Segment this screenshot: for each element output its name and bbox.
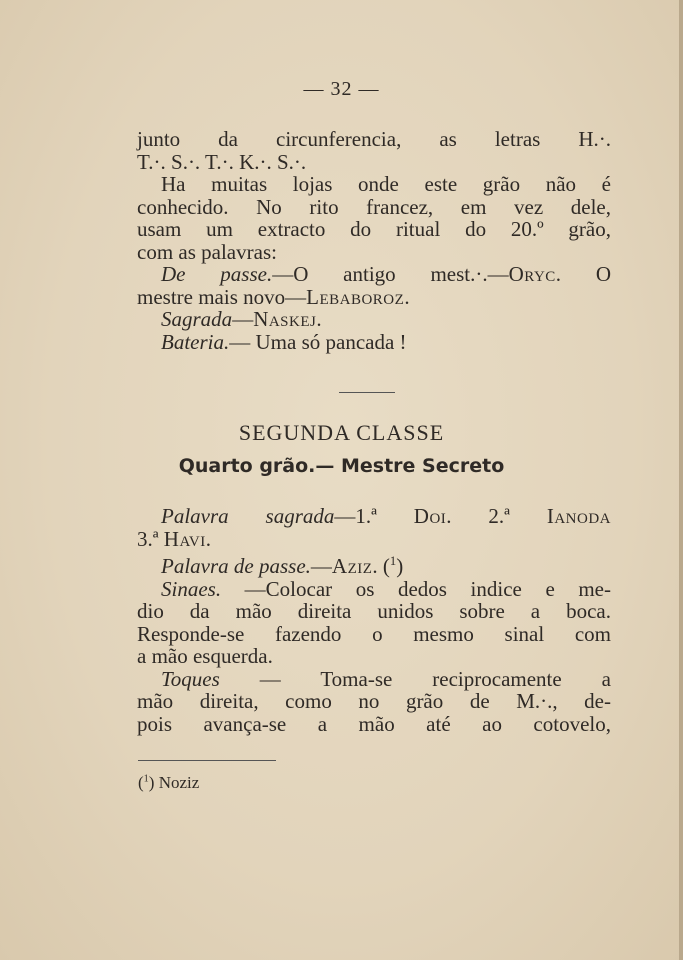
page-spine-edge [679,0,683,960]
palavra-sagrada-text2: . 2.ª [446,504,547,528]
palavra-passe-word: Aziz [331,554,373,578]
sagrada-line [137,308,611,331]
de-passe-label: De passe. [161,262,273,286]
text-line: Responde-se fazendo o mesmo sinal com [137,621,611,646]
sagrada-label: Sagrada [161,307,233,331]
footnote-text: Noziz [154,773,200,792]
de-passe-tail: . O [555,262,612,286]
palavra-sagrada-line [137,505,611,528]
section-divider [339,392,395,393]
top-text-block [137,128,611,353]
toques-line [137,668,611,691]
mestre-tail: . [404,284,410,309]
sinaes-text: —Colocar os dedos indice e me- [221,576,611,601]
havi-tail: . [205,526,211,551]
palavra-passe-label: Palavra de passe. [161,554,311,578]
degree-text-block [137,505,611,735]
palavra-passe-tail: . ( [372,554,390,578]
sinaes-label: Sinaes. [161,576,222,601]
sagrada-dash: — [232,307,254,331]
palavra-sagrada-word2: Ianoda [546,504,611,528]
text-line: junto da circunferencia, as letras H.·. [137,127,611,151]
mestre-line [137,286,611,309]
sagrada-tail: . [316,307,322,331]
havi-word: Havi [163,526,206,551]
palavra-sagrada-word1: Doi [413,504,447,528]
footnote-number: 1 [143,773,149,785]
footnote-ref: 1 [389,554,397,568]
toques-label: Toques [161,666,220,691]
text-line: com as palavras: [137,239,277,264]
text-line: dio da mão direita unidos sobre a boca. [137,599,611,623]
palavra-passe-line [137,550,611,578]
bateria-text: — Uma só pancada ! [229,329,407,354]
havi-text: 3.ª [137,526,164,551]
palavra-sagrada-text1: —1.ª [334,504,414,528]
de-passe-line [137,263,611,286]
text-line: conhecido. No rito francez, em vez dele, [137,194,611,219]
text-line: mão direita, como no grão de M.·., de- [137,689,611,713]
bateria-line [137,331,611,354]
page-number: — 32 — [303,78,380,100]
footnote: ($^1$) Noziz [138,773,200,792]
text-line: T.·. S.·. T.·. K.·. S.·. [137,149,307,174]
mestre-word: Lebaboroz [306,284,405,309]
mestre-text: mestre mais novo— [137,284,307,309]
bateria-label: Bateria. [161,329,230,354]
text-line: pois avança-se a mão até ao cotovelo, [137,711,611,736]
palavra-sagrada-label: Palavra sagrada [161,504,335,528]
footnote-rule [138,760,276,761]
de-passe-text: —O antigo mest.·.— [272,262,509,286]
text-line: a mão esquerda. [137,644,273,668]
text-line: Ha muitas lojas onde este grão não é [161,172,611,196]
de-passe-word: Oryc [508,262,556,286]
palavra-passe-dash: — [310,554,332,578]
sinaes-line [137,578,611,601]
sagrada-word: Naskej [253,307,317,331]
section-title: SEGUNDA CLASSE [238,420,445,445]
toques-text: — Toma-se reciprocamente a [219,666,611,691]
havi-line [137,528,611,551]
palavra-passe-close: ) [396,554,404,578]
degree-title: Quarto grão.— Mestre Secreto [178,455,505,477]
text-line: usam um extracto do ritual do 20.º grão, [137,217,611,241]
